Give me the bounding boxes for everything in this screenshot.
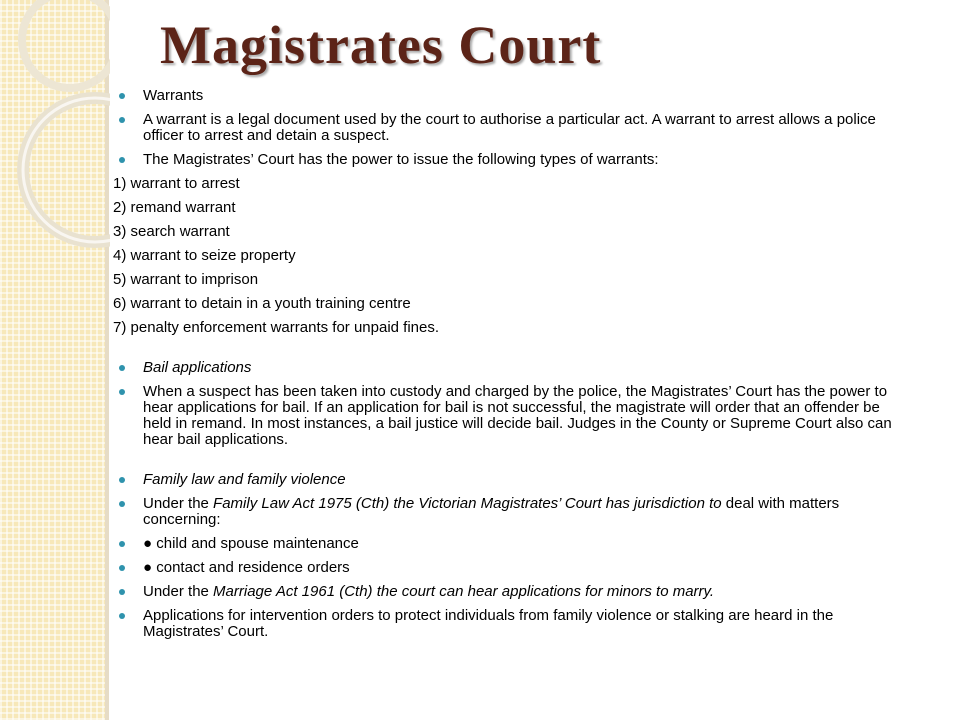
warrants-heading: Warrants — [113, 88, 903, 104]
slide-body — [113, 88, 903, 648]
warrant-type-item: 2) remand warrant — [113, 199, 236, 216]
family-intro-pre: Under the — [143, 495, 214, 512]
family-item: ● child and spouse maintenance — [113, 536, 903, 552]
family-intro-post: deal with matters concerning: — [143, 495, 840, 528]
warrant-type-item: 5) warrant to imprison — [113, 271, 259, 288]
spacer — [113, 344, 903, 360]
warrant-power: The Magistrates’ Court has the power to issue the following types of warrants: — [113, 152, 903, 168]
family-heading: Family law and family violence — [113, 472, 903, 488]
spacer — [113, 456, 903, 472]
warrant-type-item: 4) warrant to seize property — [113, 247, 296, 264]
family-intro-italic: Family Law Act 1975 (Cth) the Victorian Magistrates’ Court has jurisdiction to — [213, 495, 722, 512]
decorative-circle-small — [22, 0, 110, 88]
marriage-italic: Marriage Act 1961 (Cth) the court can hear applications for minors to marry. — [213, 583, 715, 600]
warrant-type-item: 7) penalty enforcement warrants for unpaid fines. — [113, 319, 440, 336]
slide-title: Magistrates Court — [160, 15, 602, 75]
marriage-pre: Under the — [143, 583, 214, 600]
family-item: ● contact and residence orders — [113, 560, 903, 576]
bail-text: When a suspect has been taken into custody and charged by the police, the Magistrates’ Court has the power to hear applications for bail. If an application for bail is not successful, the magistrate will order that an offender be held in remand. In most instances, a bail justice will decide bail. Judges in the County or Supreme Court also can hear bail applications. — [113, 384, 903, 448]
warrant-type-item: 6) warrant to detain in a youth training centre — [113, 295, 411, 312]
family-intro — [113, 496, 903, 528]
decorative-circle-large — [23, 98, 110, 242]
decorative-circles — [0, 0, 110, 280]
warrant-type-item: 3) search warrant — [113, 223, 230, 240]
bail-heading: Bail applications — [113, 360, 903, 376]
warrant-definition: A warrant is a legal document used by the court to authorise a particular act. A warrant to arrest allows a police officer to arrest and detain a suspect. — [113, 112, 903, 144]
intervention-orders: Applications for intervention orders to protect individuals from family violence or stalking are heard in the Magistrates’ Court. — [113, 608, 903, 640]
warrant-type-item: 1) warrant to arrest — [113, 175, 240, 192]
marriage-act — [113, 584, 903, 600]
